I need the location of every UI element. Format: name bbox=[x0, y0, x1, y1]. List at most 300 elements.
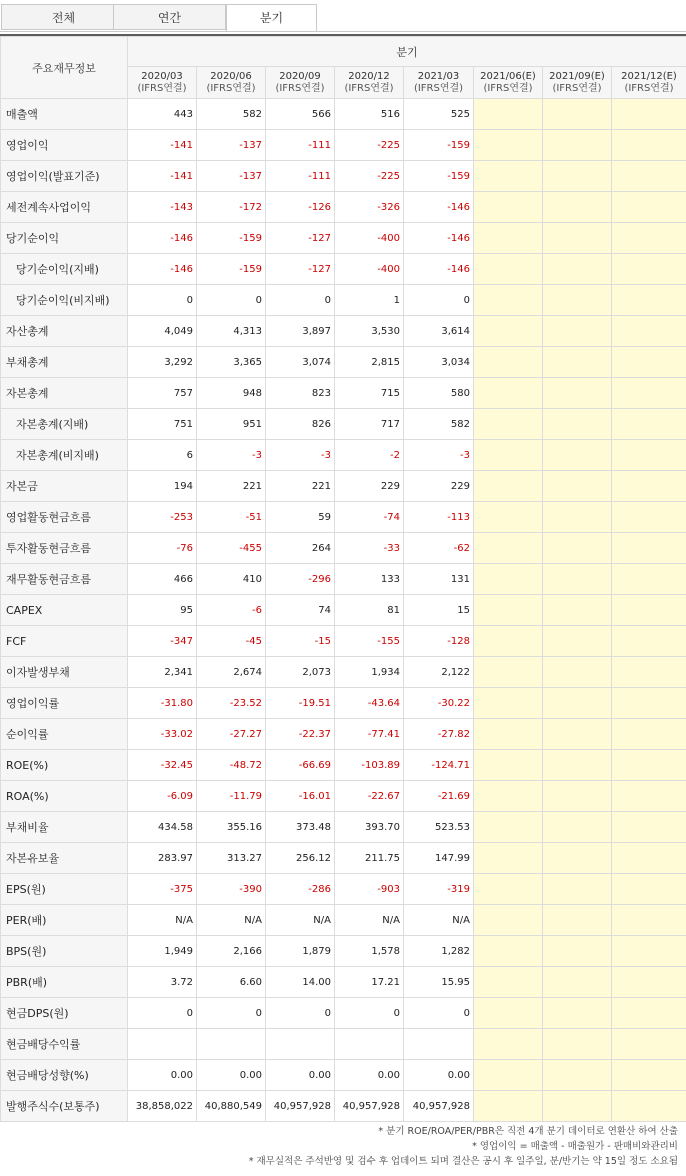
estimate-cell bbox=[543, 812, 612, 843]
value-cell bbox=[335, 1029, 404, 1060]
value-cell: -172 bbox=[197, 192, 266, 223]
row-label: 자본유보율 bbox=[1, 843, 128, 874]
value-cell: 194 bbox=[128, 471, 197, 502]
estimate-cell bbox=[474, 223, 543, 254]
value-cell: -51 bbox=[197, 502, 266, 533]
value-cell: 229 bbox=[335, 471, 404, 502]
row-label: ROA(%) bbox=[1, 781, 128, 812]
estimate-cell bbox=[474, 161, 543, 192]
row-label: CAPEX bbox=[1, 595, 128, 626]
value-cell: 0 bbox=[197, 285, 266, 316]
column-period: 2020/12 bbox=[348, 70, 390, 82]
footnote: * 분기 ROE/ROA/PER/PBR은 직전 4개 분기 데이터로 연환산 하여 산출 bbox=[378, 1126, 678, 1137]
estimate-cell bbox=[612, 533, 686, 564]
estimate-cell bbox=[612, 440, 686, 471]
estimate-cell bbox=[612, 626, 686, 657]
estimate-cell bbox=[612, 719, 686, 750]
value-cell: 3,074 bbox=[266, 347, 335, 378]
value-cell: 3,897 bbox=[266, 316, 335, 347]
row-label: EPS(원) bbox=[1, 874, 128, 905]
value-cell: -33.02 bbox=[128, 719, 197, 750]
value-cell: 131 bbox=[404, 564, 474, 595]
estimate-cell bbox=[612, 1060, 686, 1091]
estimate-cell bbox=[543, 409, 612, 440]
value-cell: -253 bbox=[128, 502, 197, 533]
estimate-cell bbox=[612, 781, 686, 812]
value-cell: 566 bbox=[266, 99, 335, 130]
table-row bbox=[1, 905, 686, 936]
estimate-cell bbox=[474, 1091, 543, 1122]
estimate-cell bbox=[474, 719, 543, 750]
value-cell: -146 bbox=[128, 254, 197, 285]
value-cell: 0 bbox=[197, 998, 266, 1029]
value-cell: 1,949 bbox=[128, 936, 197, 967]
estimate-cell bbox=[612, 812, 686, 843]
estimate-cell bbox=[474, 471, 543, 502]
value-cell: 15 bbox=[404, 595, 474, 626]
estimate-cell bbox=[474, 657, 543, 688]
estimate-cell bbox=[474, 688, 543, 719]
value-cell: -159 bbox=[404, 161, 474, 192]
table-row bbox=[1, 192, 686, 223]
value-cell: -286 bbox=[266, 874, 335, 905]
estimate-cell bbox=[612, 564, 686, 595]
value-cell: 0 bbox=[404, 285, 474, 316]
value-cell: 757 bbox=[128, 378, 197, 409]
value-cell: 38,858,022 bbox=[128, 1091, 197, 1122]
column-period: 2021/06(E) bbox=[480, 70, 536, 82]
value-cell: -45 bbox=[197, 626, 266, 657]
value-cell: -141 bbox=[128, 161, 197, 192]
value-cell: 59 bbox=[266, 502, 335, 533]
value-cell: 2,341 bbox=[128, 657, 197, 688]
value-cell: -903 bbox=[335, 874, 404, 905]
value-cell: -146 bbox=[404, 192, 474, 223]
table-row bbox=[1, 161, 686, 192]
row-label: BPS(원) bbox=[1, 936, 128, 967]
footnotes bbox=[0, 1124, 678, 1169]
estimate-cell bbox=[612, 316, 686, 347]
value-cell: -390 bbox=[197, 874, 266, 905]
row-label: PER(배) bbox=[1, 905, 128, 936]
table-row bbox=[1, 998, 686, 1029]
value-cell: -66.69 bbox=[266, 750, 335, 781]
table-body bbox=[1, 99, 686, 1122]
table-row bbox=[1, 812, 686, 843]
estimate-cell bbox=[543, 533, 612, 564]
estimate-cell bbox=[474, 812, 543, 843]
estimate-cell bbox=[543, 130, 612, 161]
value-cell: 516 bbox=[335, 99, 404, 130]
tab-quarterly[interactable]: 분기 bbox=[226, 4, 317, 32]
column-basis: (IFRS연결) bbox=[137, 82, 187, 94]
value-cell: -137 bbox=[197, 161, 266, 192]
column-basis: (IFRS연결) bbox=[275, 82, 325, 94]
value-cell: 95 bbox=[128, 595, 197, 626]
estimate-cell bbox=[474, 316, 543, 347]
value-cell: -22.67 bbox=[335, 781, 404, 812]
estimate-cell bbox=[612, 409, 686, 440]
value-cell: -127 bbox=[266, 223, 335, 254]
estimate-cell bbox=[612, 223, 686, 254]
estimate-cell bbox=[612, 99, 686, 130]
column-period: 2020/09 bbox=[279, 70, 321, 82]
value-cell: -32.45 bbox=[128, 750, 197, 781]
value-cell: -127 bbox=[266, 254, 335, 285]
value-cell: 40,880,549 bbox=[197, 1091, 266, 1122]
value-cell: 434.58 bbox=[128, 812, 197, 843]
value-cell: 0.00 bbox=[335, 1060, 404, 1091]
value-cell: -2 bbox=[335, 440, 404, 471]
column-basis: (IFRS연결) bbox=[413, 82, 464, 94]
financial-table bbox=[0, 36, 686, 1122]
value-cell: 355.16 bbox=[197, 812, 266, 843]
estimate-cell bbox=[543, 161, 612, 192]
value-cell: 1,578 bbox=[335, 936, 404, 967]
row-label: 자산총계 bbox=[1, 316, 128, 347]
table-row bbox=[1, 719, 686, 750]
value-cell: -146 bbox=[404, 223, 474, 254]
value-cell: 211.75 bbox=[335, 843, 404, 874]
row-label: 부채비율 bbox=[1, 812, 128, 843]
estimate-cell bbox=[474, 905, 543, 936]
estimate-cell bbox=[543, 688, 612, 719]
estimate-cell bbox=[543, 254, 612, 285]
value-cell: -31.80 bbox=[128, 688, 197, 719]
value-cell: -19.51 bbox=[266, 688, 335, 719]
estimate-cell bbox=[543, 843, 612, 874]
value-cell: 0 bbox=[266, 998, 335, 1029]
value-cell: -23.52 bbox=[197, 688, 266, 719]
estimate-cell bbox=[612, 998, 686, 1029]
table-row bbox=[1, 347, 686, 378]
estimate-cell bbox=[543, 626, 612, 657]
value-cell: -11.79 bbox=[197, 781, 266, 812]
column-basis: (IFRS연결) bbox=[344, 82, 394, 94]
estimate-cell bbox=[474, 254, 543, 285]
value-cell: 40,957,928 bbox=[266, 1091, 335, 1122]
value-cell: -126 bbox=[266, 192, 335, 223]
value-cell: 410 bbox=[197, 564, 266, 595]
value-cell: -15 bbox=[266, 626, 335, 657]
table-row bbox=[1, 967, 686, 998]
column-header bbox=[404, 67, 474, 99]
value-cell: -319 bbox=[404, 874, 474, 905]
row-label: 자본총계 bbox=[1, 378, 128, 409]
estimate-cell bbox=[474, 967, 543, 998]
value-cell: -143 bbox=[128, 192, 197, 223]
value-cell: -33 bbox=[335, 533, 404, 564]
value-cell: -111 bbox=[266, 130, 335, 161]
table-row bbox=[1, 502, 686, 533]
value-cell: 826 bbox=[266, 409, 335, 440]
value-cell: 582 bbox=[197, 99, 266, 130]
value-cell bbox=[404, 1029, 474, 1060]
value-cell: 221 bbox=[197, 471, 266, 502]
value-cell: 466 bbox=[128, 564, 197, 595]
row-label: ROE(%) bbox=[1, 750, 128, 781]
value-cell: -62 bbox=[404, 533, 474, 564]
table-row bbox=[1, 223, 686, 254]
row-label: 영업이익률 bbox=[1, 688, 128, 719]
value-cell: -16.01 bbox=[266, 781, 335, 812]
tab-all[interactable]: 전체 bbox=[1, 4, 126, 30]
row-label: 현금배당수익률 bbox=[1, 1029, 128, 1060]
estimate-cell bbox=[543, 905, 612, 936]
estimate-cell bbox=[474, 626, 543, 657]
estimate-cell bbox=[543, 347, 612, 378]
value-cell: -103.89 bbox=[335, 750, 404, 781]
estimate-cell bbox=[543, 781, 612, 812]
value-cell: 0 bbox=[404, 998, 474, 1029]
column-header bbox=[197, 67, 266, 99]
row-label: 영업이익(발표기준) bbox=[1, 161, 128, 192]
value-cell bbox=[266, 1029, 335, 1060]
row-label: 자본총계(지배) bbox=[1, 409, 128, 440]
column-period: 2020/06 bbox=[210, 70, 252, 82]
estimate-cell bbox=[543, 1060, 612, 1091]
row-label: 자본총계(비지배) bbox=[1, 440, 128, 471]
estimate-cell bbox=[612, 967, 686, 998]
table-row bbox=[1, 1060, 686, 1091]
value-cell: -27.82 bbox=[404, 719, 474, 750]
table-row bbox=[1, 595, 686, 626]
table-row bbox=[1, 409, 686, 440]
value-cell: 3,530 bbox=[335, 316, 404, 347]
column-header bbox=[128, 67, 197, 99]
value-cell: 373.48 bbox=[266, 812, 335, 843]
column-header bbox=[543, 67, 612, 99]
estimate-cell bbox=[612, 595, 686, 626]
value-cell: 2,815 bbox=[335, 347, 404, 378]
row-label: 영업활동현금흐름 bbox=[1, 502, 128, 533]
row-label: 매출액 bbox=[1, 99, 128, 130]
value-cell: 264 bbox=[266, 533, 335, 564]
value-cell: -77.41 bbox=[335, 719, 404, 750]
estimate-cell bbox=[612, 936, 686, 967]
value-cell: 580 bbox=[404, 378, 474, 409]
table-row bbox=[1, 564, 686, 595]
value-cell bbox=[128, 1029, 197, 1060]
table-row bbox=[1, 130, 686, 161]
table-row bbox=[1, 1091, 686, 1122]
column-period: 2021/03 bbox=[417, 70, 460, 82]
estimate-cell bbox=[612, 1091, 686, 1122]
value-cell: 3,365 bbox=[197, 347, 266, 378]
value-cell: 283.97 bbox=[128, 843, 197, 874]
estimate-cell bbox=[474, 130, 543, 161]
estimate-cell bbox=[474, 750, 543, 781]
value-cell: 40,957,928 bbox=[404, 1091, 474, 1122]
value-cell: 717 bbox=[335, 409, 404, 440]
value-cell: -137 bbox=[197, 130, 266, 161]
value-cell: -43.64 bbox=[335, 688, 404, 719]
table-row bbox=[1, 688, 686, 719]
value-cell: 0 bbox=[128, 998, 197, 1029]
column-header bbox=[335, 67, 404, 99]
value-cell: 948 bbox=[197, 378, 266, 409]
tab-annual[interactable]: 연간 bbox=[113, 4, 226, 30]
table-row bbox=[1, 874, 686, 905]
value-cell: 1,879 bbox=[266, 936, 335, 967]
value-cell: -159 bbox=[197, 254, 266, 285]
estimate-cell bbox=[474, 533, 543, 564]
tab-bar bbox=[0, 0, 686, 35]
column-header bbox=[474, 67, 543, 99]
value-cell: N/A bbox=[128, 905, 197, 936]
table-row bbox=[1, 657, 686, 688]
value-cell: 4,313 bbox=[197, 316, 266, 347]
tab-divider bbox=[0, 31, 686, 32]
table-row bbox=[1, 285, 686, 316]
estimate-cell bbox=[543, 936, 612, 967]
value-cell: 0 bbox=[266, 285, 335, 316]
value-cell: 523.53 bbox=[404, 812, 474, 843]
estimate-cell bbox=[474, 285, 543, 316]
estimate-cell bbox=[474, 843, 543, 874]
corner-label: 주요재무정보 bbox=[1, 37, 128, 99]
row-label: 발행주식수(보통주) bbox=[1, 1091, 128, 1122]
value-cell: -6.09 bbox=[128, 781, 197, 812]
value-cell: 4,049 bbox=[128, 316, 197, 347]
estimate-cell bbox=[543, 1029, 612, 1060]
value-cell: 443 bbox=[128, 99, 197, 130]
value-cell: N/A bbox=[335, 905, 404, 936]
estimate-cell bbox=[543, 471, 612, 502]
value-cell: -27.27 bbox=[197, 719, 266, 750]
column-period: 2020/03 bbox=[141, 70, 183, 82]
footnote: * 영업이익 = 매출액 - 매출원가 - 판매비와관리비 bbox=[472, 1141, 678, 1152]
value-cell: -124.71 bbox=[404, 750, 474, 781]
row-label: 자본금 bbox=[1, 471, 128, 502]
value-cell: 2,166 bbox=[197, 936, 266, 967]
value-cell: -159 bbox=[404, 130, 474, 161]
estimate-cell bbox=[543, 998, 612, 1029]
value-cell: -400 bbox=[335, 223, 404, 254]
value-cell: 0 bbox=[128, 285, 197, 316]
value-cell: 3,292 bbox=[128, 347, 197, 378]
estimate-cell bbox=[474, 998, 543, 1029]
table-row bbox=[1, 533, 686, 564]
estimate-cell bbox=[543, 1091, 612, 1122]
value-cell: 6 bbox=[128, 440, 197, 471]
value-cell: -74 bbox=[335, 502, 404, 533]
column-basis: (IFRS연결) bbox=[552, 82, 602, 94]
value-cell: -326 bbox=[335, 192, 404, 223]
value-cell: 525 bbox=[404, 99, 474, 130]
estimate-cell bbox=[543, 378, 612, 409]
estimate-cell bbox=[543, 192, 612, 223]
value-cell: 17.21 bbox=[335, 967, 404, 998]
value-cell: 0.00 bbox=[197, 1060, 266, 1091]
value-cell: 0.00 bbox=[266, 1060, 335, 1091]
value-cell: -30.22 bbox=[404, 688, 474, 719]
value-cell bbox=[197, 1029, 266, 1060]
value-cell: 0.00 bbox=[128, 1060, 197, 1091]
value-cell: -296 bbox=[266, 564, 335, 595]
value-cell: N/A bbox=[197, 905, 266, 936]
estimate-cell bbox=[474, 440, 543, 471]
value-cell: 133 bbox=[335, 564, 404, 595]
row-label: 현금배당성향(%) bbox=[1, 1060, 128, 1091]
table-row bbox=[1, 440, 686, 471]
estimate-cell bbox=[612, 192, 686, 223]
estimate-cell bbox=[612, 874, 686, 905]
value-cell: 40,957,928 bbox=[335, 1091, 404, 1122]
value-cell: N/A bbox=[404, 905, 474, 936]
estimate-cell bbox=[474, 936, 543, 967]
row-label: 당기순이익(비지배) bbox=[1, 285, 128, 316]
table-row bbox=[1, 1029, 686, 1060]
estimate-cell bbox=[543, 564, 612, 595]
value-cell: 81 bbox=[335, 595, 404, 626]
value-cell: 15.95 bbox=[404, 967, 474, 998]
value-cell: -22.37 bbox=[266, 719, 335, 750]
value-cell: 256.12 bbox=[266, 843, 335, 874]
estimate-cell bbox=[543, 223, 612, 254]
estimate-cell bbox=[474, 502, 543, 533]
estimate-cell bbox=[543, 657, 612, 688]
table-row bbox=[1, 254, 686, 285]
value-cell: -375 bbox=[128, 874, 197, 905]
estimate-cell bbox=[612, 471, 686, 502]
value-cell: -159 bbox=[197, 223, 266, 254]
estimate-cell bbox=[612, 905, 686, 936]
value-cell: -3 bbox=[197, 440, 266, 471]
estimate-cell bbox=[474, 192, 543, 223]
value-cell: -6 bbox=[197, 595, 266, 626]
value-cell: -3 bbox=[404, 440, 474, 471]
value-cell: -128 bbox=[404, 626, 474, 657]
row-label: PBR(배) bbox=[1, 967, 128, 998]
table-row bbox=[1, 750, 686, 781]
row-label: 부채총계 bbox=[1, 347, 128, 378]
row-label: 세전계속사업이익 bbox=[1, 192, 128, 223]
table-row bbox=[1, 626, 686, 657]
estimate-cell bbox=[612, 843, 686, 874]
estimate-cell bbox=[474, 99, 543, 130]
value-cell: -21.69 bbox=[404, 781, 474, 812]
value-cell: -225 bbox=[335, 130, 404, 161]
column-header bbox=[612, 67, 686, 99]
estimate-cell bbox=[543, 440, 612, 471]
value-cell: 6.60 bbox=[197, 967, 266, 998]
estimate-cell bbox=[612, 1029, 686, 1060]
value-cell: 2,122 bbox=[404, 657, 474, 688]
table-row bbox=[1, 936, 686, 967]
value-cell: 951 bbox=[197, 409, 266, 440]
estimate-cell bbox=[543, 316, 612, 347]
estimate-cell bbox=[543, 967, 612, 998]
estimate-cell bbox=[474, 781, 543, 812]
value-cell: N/A bbox=[266, 905, 335, 936]
value-cell: 14.00 bbox=[266, 967, 335, 998]
value-cell: -3 bbox=[266, 440, 335, 471]
value-cell: -76 bbox=[128, 533, 197, 564]
row-label: 현금DPS(원) bbox=[1, 998, 128, 1029]
row-label: 투자활동현금흐름 bbox=[1, 533, 128, 564]
value-cell: 2,674 bbox=[197, 657, 266, 688]
value-cell: 1 bbox=[335, 285, 404, 316]
value-cell: 715 bbox=[335, 378, 404, 409]
value-cell: -113 bbox=[404, 502, 474, 533]
estimate-cell bbox=[612, 502, 686, 533]
table-row bbox=[1, 378, 686, 409]
group-header: 분기 bbox=[128, 37, 686, 67]
row-label: 이자발생부채 bbox=[1, 657, 128, 688]
row-label: 영업이익 bbox=[1, 130, 128, 161]
estimate-cell bbox=[543, 719, 612, 750]
